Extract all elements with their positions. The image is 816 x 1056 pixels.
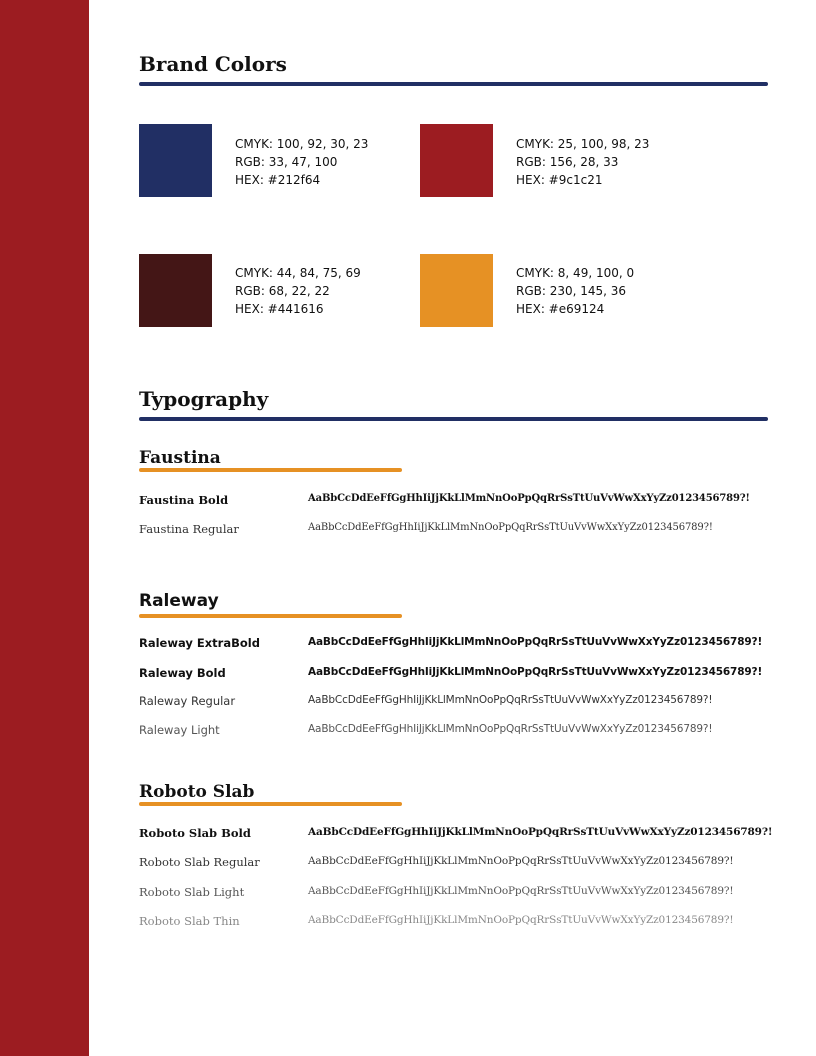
faustina-bold-row (139, 493, 779, 509)
sidebar-accent-bar (0, 0, 89, 1056)
raleway-light-row (139, 723, 779, 739)
style-sample: AaBbCcDdEeFfGgHhIiJjKkLlMmNnOoPpQqRrSsTtUuVvWwXxYyZz0123456789?! (308, 914, 734, 926)
style-name: Raleway ExtraBold (139, 636, 260, 650)
roboto-slab-light-row (139, 885, 779, 901)
faustina-title: Faustina (139, 448, 221, 468)
style-name: Roboto Slab Bold (139, 826, 251, 840)
roboto-slab-thin-row (139, 914, 779, 930)
red-hex: HEX: #9c1c21 (516, 173, 603, 187)
red-swatch (420, 124, 493, 197)
orange-hex: HEX: #e69124 (516, 302, 605, 316)
style-sample: AaBbCcDdEeFfGgHhIiJjKkLlMmNnOoPpQqRrSsTtUuVvWwXxYyZz0123456789?! (308, 493, 750, 504)
red-rgb: RGB: 156, 28, 33 (516, 155, 619, 169)
style-name: Raleway Light (139, 723, 220, 737)
style-name: Faustina Bold (139, 493, 229, 507)
navy-swatch (139, 124, 212, 197)
maroon-swatch (139, 254, 212, 327)
orange-cmyk: CMYK: 8, 49, 100, 0 (516, 266, 635, 280)
roboto-slab-title: Roboto Slab (139, 782, 255, 802)
raleway-rule (139, 614, 402, 618)
navy-swatch-info (235, 135, 368, 189)
style-sample: AaBbCcDdEeFfGgHhIiJjKkLlMmNnOoPpQqRrSsTtUuVvWwXxYyZz0123456789?! (308, 636, 763, 648)
style-sample: AaBbCcDdEeFfGgHhIiJjKkLlMmNnOoPpQqRrSsTtUuVvWwXxYyZz0123456789?! (308, 694, 713, 706)
maroon-rgb: RGB: 68, 22, 22 (235, 284, 330, 298)
orange-swatch-info (516, 264, 634, 318)
red-cmyk: CMYK: 25, 100, 98, 23 (516, 137, 650, 151)
raleway-title: Raleway (139, 591, 219, 611)
brand-colors-rule (139, 82, 768, 86)
style-sample: AaBbCcDdEeFfGgHhIiJjKkLlMmNnOoPpQqRrSsTtUuVvWwXxYyZz0123456789?! (308, 666, 763, 678)
navy-rgb: RGB: 33, 47, 100 (235, 155, 338, 169)
maroon-cmyk: CMYK: 44, 84, 75, 69 (235, 266, 361, 280)
orange-rgb: RGB: 230, 145, 36 (516, 284, 627, 298)
style-name: Raleway Regular (139, 694, 236, 708)
red-swatch-info (516, 135, 649, 189)
navy-cmyk: CMYK: 100, 92, 30, 23 (235, 137, 369, 151)
roboto-slab-bold-row (139, 826, 779, 842)
raleway-bold-row (139, 666, 779, 682)
style-sample: AaBbCcDdEeFfGgHhIiJjKkLlMmNnOoPpQqRrSsTtUuVvWwXxYyZz0123456789?! (308, 855, 734, 867)
style-sample: AaBbCcDdEeFfGgHhIiJjKkLlMmNnOoPpQqRrSsTtUuVvWwXxYyZz0123456789?! (308, 826, 773, 838)
style-sample: AaBbCcDdEeFfGgHhIiJjKkLlMmNnOoPpQqRrSsTtUuVvWwXxYyZz0123456789?! (308, 723, 713, 735)
brand-colors-heading: Brand Colors (139, 52, 287, 76)
orange-swatch (420, 254, 493, 327)
faustina-regular-row (139, 522, 779, 538)
typography-rule (139, 417, 768, 421)
style-name: Roboto Slab Light (139, 885, 245, 899)
style-name: Raleway Bold (139, 666, 226, 680)
faustina-rule (139, 468, 402, 472)
maroon-hex: HEX: #441616 (235, 302, 324, 316)
roboto-slab-rule (139, 802, 402, 806)
style-sample: AaBbCcDdEeFfGgHhIiJjKkLlMmNnOoPpQqRrSsTtUuVvWwXxYyZz0123456789?! (308, 522, 713, 533)
style-name: Roboto Slab Regular (139, 855, 260, 869)
typography-heading: Typography (139, 387, 269, 411)
raleway-regular-row (139, 694, 779, 710)
style-name: Faustina Regular (139, 522, 239, 536)
style-sample: AaBbCcDdEeFfGgHhIiJjKkLlMmNnOoPpQqRrSsTtUuVvWwXxYyZz0123456789?! (308, 885, 734, 897)
raleway-extrabold-row (139, 636, 779, 652)
style-name: Roboto Slab Thin (139, 914, 240, 928)
roboto-slab-regular-row (139, 855, 779, 871)
navy-hex: HEX: #212f64 (235, 173, 321, 187)
maroon-swatch-info (235, 264, 361, 318)
